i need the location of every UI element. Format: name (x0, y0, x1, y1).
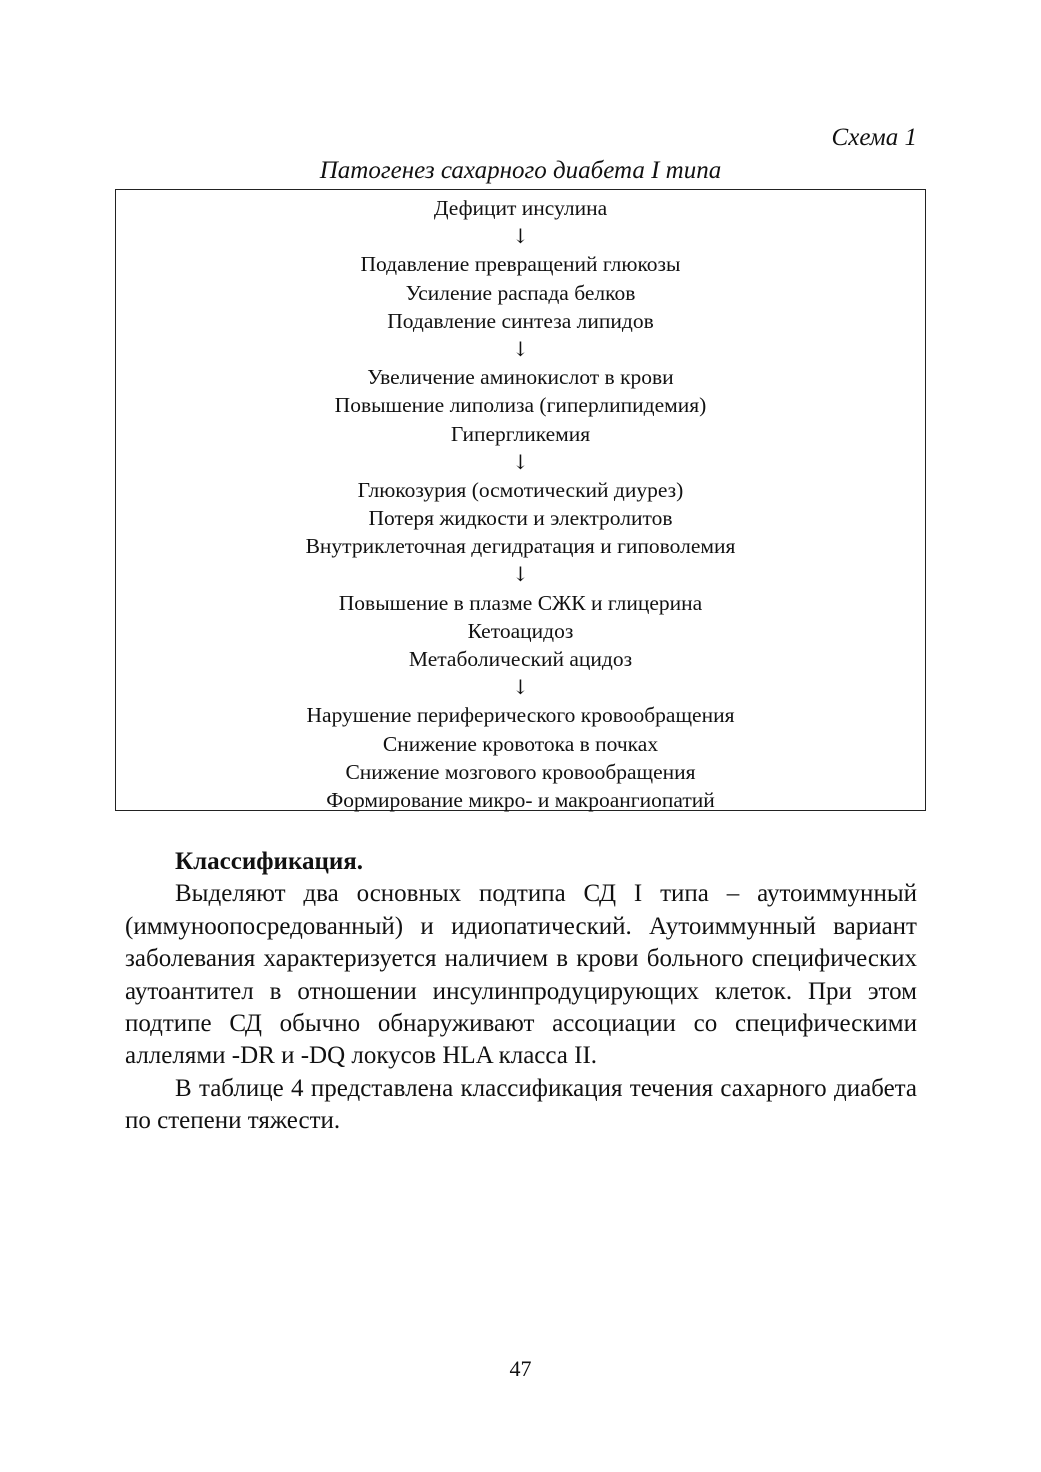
body-paragraph: Выделяют два основных подтипа СД I типа – аутоиммунный (иммуноопосредованный) и идиопатический. Аутоиммунный вариант заболевания характеризуется наличием в крови больного специфических аутоантител в отношении инсулинпродуцирующих клеток. При этом подтипе СД обычно обнаруживают ассоциации со специфическими аллелями -DR и -DQ локусов HLA класса II. (125, 880, 917, 1070)
scheme-line: Подавление превращений глюкозы (360, 252, 681, 277)
down-arrow-icon: ↓ (512, 675, 529, 700)
scheme-line: Дефицит инсулина (433, 196, 608, 220)
down-arrow-icon: ↓ (512, 562, 529, 587)
down-arrow-icon: ↓ (512, 224, 529, 249)
scheme-line: Увеличение аминокислот в крови (367, 365, 674, 390)
scheme-line: Нарушение периферического кровообращения (306, 703, 735, 728)
scheme-box (115, 189, 926, 811)
scheme-line: Кетоацидоз (467, 618, 574, 643)
scheme-line: Внутриклеточная дегидратация и гиповолемия (305, 534, 736, 559)
scheme-line: Гипергликемия (450, 421, 591, 446)
down-arrow-icon: ↓ (512, 336, 529, 361)
scheme-line: Потеря жидкости и электролитов (368, 506, 673, 531)
scheme-line: Глюкозурия (осмотический диурез) (357, 477, 684, 502)
scheme-line: Подавление синтеза липидов (387, 308, 654, 333)
down-arrow-icon: ↓ (512, 449, 529, 474)
scheme-label: Схема 1 (831, 124, 917, 151)
scheme-line: Усиление распада белков (405, 280, 636, 305)
scheme-title: Патогенез сахарного диабета I типа (319, 157, 722, 184)
scheme-line: Повышение липолиза (гиперлипидемия) (334, 393, 707, 418)
scheme-line: Снижение кровотока в почках (382, 731, 659, 756)
section-heading: Классификация. (175, 848, 364, 875)
scheme-line: Повышение в плазме СЖК и глицерина (338, 590, 703, 615)
scheme-line: Снижение мозгового кровообращения (345, 759, 696, 784)
page-number: 47 (509, 1356, 532, 1381)
scheme-line: Формирование микро- и макроангиопатий (326, 787, 715, 812)
scheme-line: Метаболический ацидоз (408, 647, 633, 671)
body-paragraph: В таблице 4 представлена классификация течения сахарного диабета по степени тяжести. (125, 1074, 917, 1135)
classification-section (125, 846, 917, 1138)
